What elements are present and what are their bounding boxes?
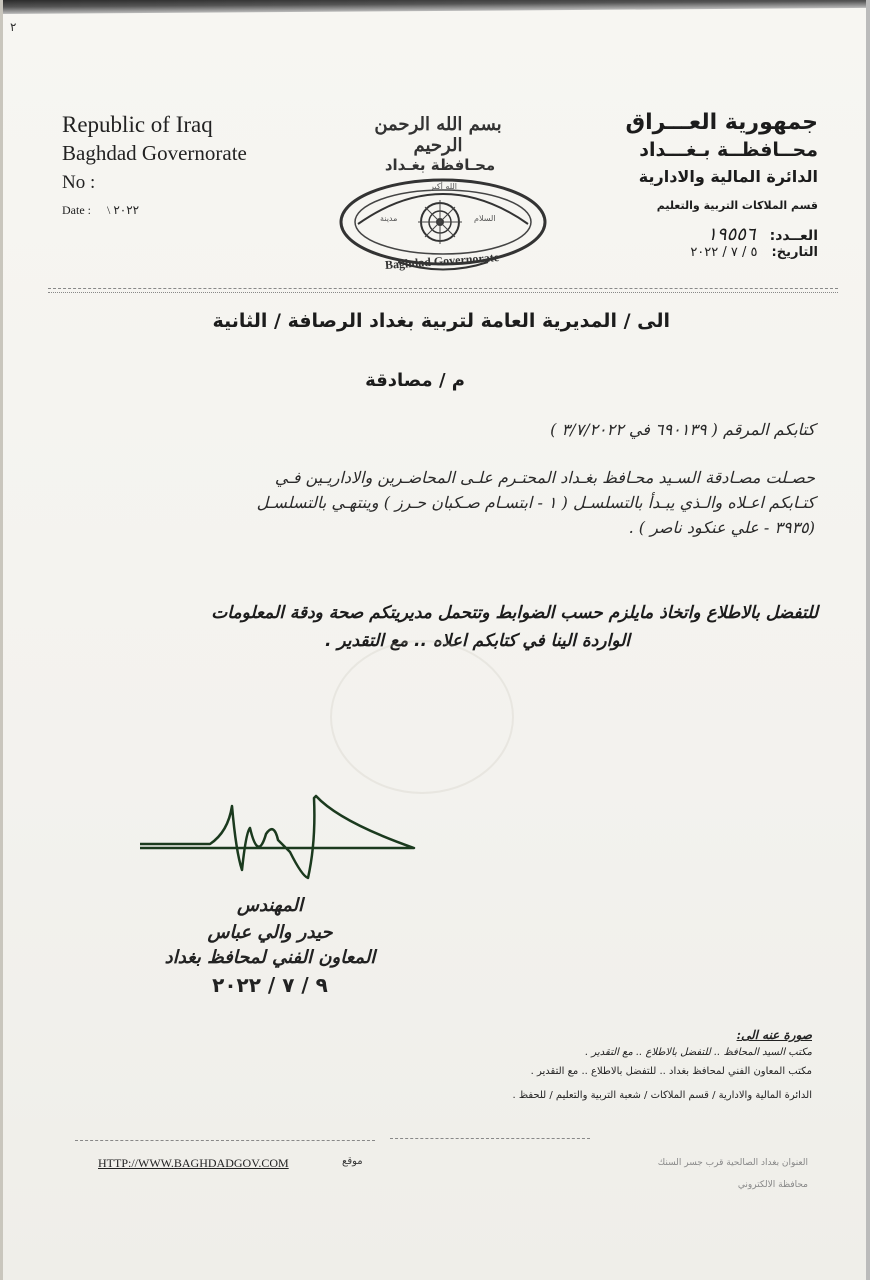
faded-stamp (330, 640, 514, 794)
header-ar-number (707, 224, 818, 245)
header-en-date (62, 203, 139, 218)
header-en-title: Republic of Iraq (62, 112, 213, 137)
header-ar-line1: جمهورية العـــراق (625, 110, 818, 135)
number-label: العــدد: (769, 228, 818, 244)
header-ar-date (690, 245, 818, 260)
footer-email-label: محافظة الالكتروني (737, 1180, 808, 1190)
header-en-no: No : (62, 172, 96, 193)
seal-city: مدينة (380, 214, 398, 223)
request-line-2: الواردة الينا في كتابكم اعلاه .. مع التقدير . (324, 631, 630, 651)
body-line-2: كتـابكم اعـلاه والـذي يبـدأ بالتسلسـل ( ١ - ابتسـام صـكبان حـرز ) وينتهـي بالتسلسـل (256, 493, 815, 512)
header-ar-line2: محــافظــة بـغـــداد (639, 139, 818, 161)
scan-right-edge (866, 0, 870, 1280)
recipient: الى / المديرية العامة لتربية بغداد الرصافة / الثانية (212, 310, 670, 332)
logo-name-en: Baghdad Governorate (384, 250, 500, 272)
reference-line: كتابكم المرقم ( ٦٩٠١٣٩ في ٣/٧/٢٠٢٢ ) (550, 420, 815, 439)
seal-salam: السلام (474, 214, 496, 223)
header-divider-2 (48, 292, 838, 293)
footer-divider-left (75, 1140, 375, 1141)
page-mark: ٢ (10, 20, 17, 34)
header-ar-line3: الدائرة المالية والادارية (638, 167, 818, 186)
website-label: موقع (342, 1156, 363, 1167)
cc-line-2: مكتب المعاون الفني لمحافظ بغداد .. للتفضل بالاطلاع .. مع التقدير . (530, 1066, 812, 1077)
header-en-subtitle: Baghdad Governorate (62, 141, 247, 165)
body-line-3: (٣٩٣٥ - علي عنكود ناصر ) . (628, 518, 815, 537)
signatory-title: المهندس (236, 895, 304, 916)
seal-takbir: الله أكبر (430, 182, 457, 191)
cc-title: صورة عنه الى: (736, 1028, 812, 1042)
ar-date-label: التاريخ: (771, 245, 818, 260)
body-line-1: حصـلت مصـادقة السـيد محـافظ بغـداد المحتـرم علـى المحاضـرين والاداريـين فـي (274, 468, 815, 487)
signatory-name: حيدر والي عباس (207, 922, 333, 943)
header-divider (48, 288, 838, 289)
scan-left-edge (0, 0, 3, 1280)
date-label: Date : (62, 203, 91, 217)
scan-top-edge (0, 0, 870, 14)
ar-date-value: ٥ / ٧ / ٢٠٢٢ (690, 245, 758, 260)
cc-line-3: الدائرة المالية والادارية / قسم الملاكات / شعبة التربية والتعليم / للحفظ . (512, 1090, 812, 1101)
signatory-position: المعاون الفني لمحافظ بغداد (164, 947, 376, 968)
number-value: ١٩٥٥٦ (707, 224, 756, 245)
footer-address: العنوان بغداد الصالحية قرب جسر السنك (657, 1158, 808, 1168)
date-value: \ ٢٠٢٢ (107, 203, 140, 217)
logo-name-ar: محـافظة بغـداد (384, 156, 496, 174)
basmala: بسم الله الرحمن الرحيم (374, 114, 502, 156)
footer-divider-right (390, 1138, 590, 1139)
signature-date: ٩ / ٧ / ٢٠٢٢ (212, 973, 328, 997)
handwritten-signature (140, 792, 420, 892)
cc-line-1: مكتب السيد المحافظ .. للتفضل بالاطلاع .. مع التقدير . (585, 1047, 812, 1058)
header-ar-line4: قسم الملاكات التربية والتعليم (656, 199, 818, 212)
website-link[interactable]: HTTP://WWW.BAGHDADGOV.COM (98, 1156, 289, 1170)
subject: م / مصادقة (365, 370, 465, 391)
request-line-1: للتفضل بالاطلاع واتخاذ مايلزم حسب الضوابط وتتحمل مديريتكم صحة ودقة المعلومات (211, 603, 818, 623)
